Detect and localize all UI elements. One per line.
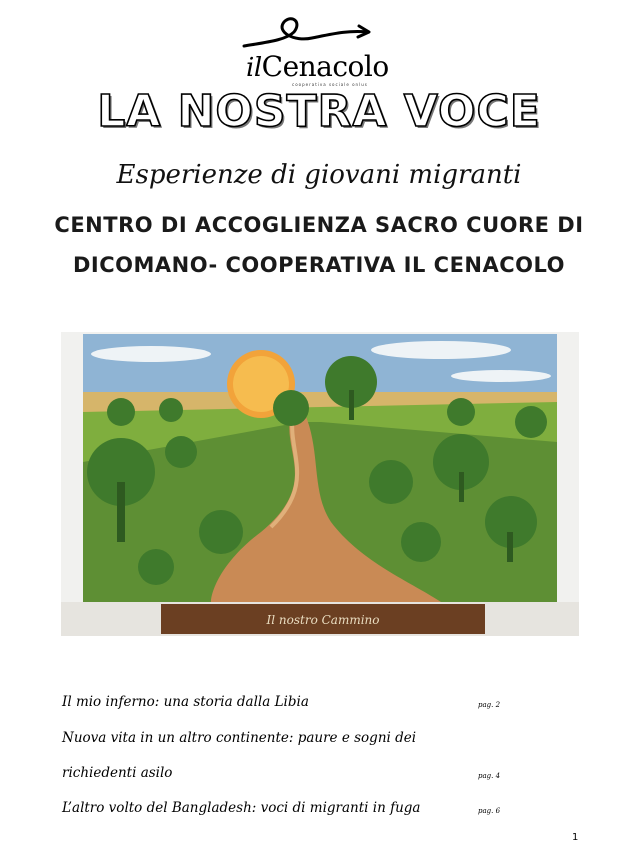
- center-name-line-2: DICOMANO- COOPERATIVA IL CENACOLO: [72, 253, 565, 277]
- toc-entry-1-title: Il mio inferno: una storia dalla Libia: [62, 694, 309, 710]
- page-number: 1: [572, 832, 579, 843]
- toc-entry-4-page: pag. 6: [478, 807, 501, 815]
- cenacolo-logo: [238, 12, 389, 88]
- logo-wordmark: [246, 50, 389, 83]
- page-title: LA NOSTRA VOCE: [97, 86, 541, 137]
- logo-prefix: il: [246, 53, 262, 83]
- logo-name: Cenacolo: [261, 50, 389, 83]
- cover-painting: [61, 332, 579, 636]
- toc-entry-3-page: pag. 4: [478, 772, 501, 780]
- toc-entry-3-title: richiedenti asilo: [62, 765, 173, 781]
- toc-entry-2-title: Nuova vita in un altro continente: paure e sogni dei: [62, 730, 417, 746]
- page-subtitle: Esperienze di giovani migranti: [116, 160, 522, 190]
- toc-entry-1-page: pag. 2: [478, 701, 501, 709]
- logo-tagline: cooperativa sociale onlus: [292, 82, 368, 87]
- painting-illustration: [61, 332, 579, 636]
- center-name-line-1: CENTRO DI ACCOGLIENZA SACRO CUORE DI: [54, 213, 584, 237]
- toc-entry-4-title: L’altro volto del Bangladesh: voci di migranti in fuga: [62, 800, 421, 816]
- plaque-text: Il nostro Cammino: [266, 613, 380, 627]
